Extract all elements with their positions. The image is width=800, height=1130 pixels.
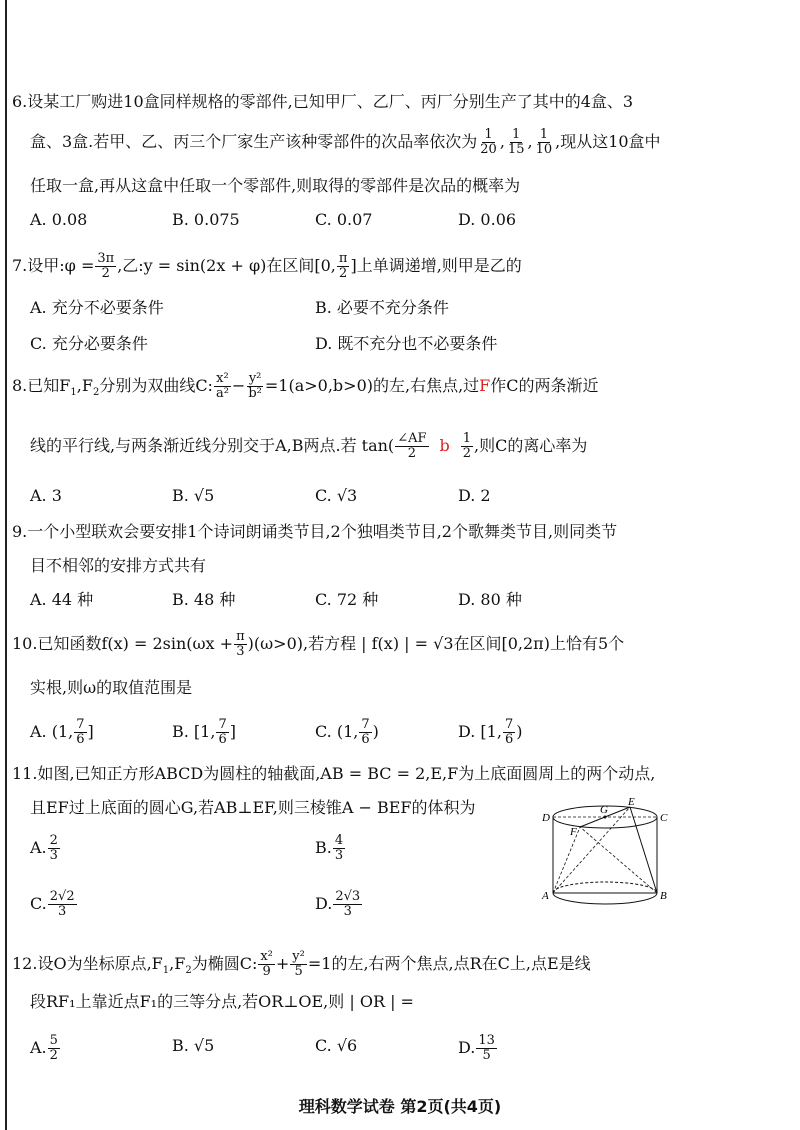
q8-frac-x: $\frac{\text{x²}}{\text{a²}}$	[215, 371, 229, 401]
q6-frac-2: $\frac{1}{15}$	[507, 127, 525, 157]
q6-option-c: C. 0.07	[315, 210, 373, 229]
q10-option-b: B. [1, $\frac{7}{6}$ ]	[172, 717, 236, 747]
q8-line2: 线的平行线,与两条渐近线分别交于A,B两点.若 tan( $\frac{\angle AF}{2}$ b $\frac{1}{2}$ ,则C的离心率为	[30, 431, 588, 461]
q7-option-a: A. 充分不必要条件	[30, 298, 164, 317]
q9-option-d: D. 80 种	[458, 590, 522, 609]
q8-line1: 8.已知$F_1,F_2$分别为双曲线C: $\frac{\text{x²}}{\text{a²}}$ − $\frac{\text{y²}}{\text{b²}}$ =1(a>0,b>0)的左,右焦点,过F作C的两条渐近	[12, 371, 599, 401]
q7-option-d: D. 既不充分也不必要条件	[315, 334, 498, 353]
q12-line1: 12.设O为坐标原点$,F_1,F_2$为椭圆C: $\frac{\text{x²}}{9}$ + $\frac{\text{y²}}{5}$ =1的左,右两个焦点,点R在C上,点E是线	[12, 949, 591, 979]
q7-option-c: C. 充分必要条件	[30, 334, 148, 353]
q8-option-b: B. √5	[172, 486, 215, 505]
q6-line3: 任取一盒,再从这盒中任取一个零部件,则取得的零部件是次品的概率为	[30, 176, 521, 195]
q9-option-c: C. 72 种	[315, 590, 379, 609]
q10-option-a: A. (1, $\frac{7}{6}$ ]	[30, 717, 94, 747]
label-b: B	[660, 890, 667, 902]
label-d: D	[542, 812, 550, 824]
q9-option-b: B. 48 种	[172, 590, 236, 609]
q7-frac-phi: $\frac{3\pi}{2}$	[97, 251, 115, 281]
q10-line1: 10.已知函数f(x) = 2sin(ωx + $\frac{\pi}{3}$ )(ω>0),若方程 | f(x) | = √3在区间[0,2π)上恰有5个	[12, 629, 625, 659]
q11-option-c: C. $\frac{2√2}{3}$	[30, 889, 75, 919]
q9-option-a: A. 44 种	[30, 590, 94, 609]
page-left-border	[5, 0, 7, 1130]
q11-line2: 且EF过上底面的圆心G,若AB⊥EF,则三棱锥A − BEF的体积为	[30, 798, 476, 817]
q7-frac-pi2: $\frac{\pi}{2}$	[338, 251, 348, 281]
label-c: C	[660, 812, 668, 824]
q8-frac-angle: $\frac{\angle AF}{2}$	[397, 431, 427, 461]
q10-option-c: C. (1, $\frac{7}{6}$ )	[315, 717, 379, 747]
q11-option-b: B. $\frac{4}{3}$	[315, 833, 344, 863]
q8-frac-half: $\frac{1}{2}$	[462, 431, 472, 461]
q8-red-mark: F	[479, 376, 491, 395]
q12-frac-x: $\frac{\text{x²}}{9}$	[260, 949, 273, 979]
q11-line1: 11.如图,已知正方形ABCD为圆柱的轴截面,AB = BC = 2,E,F为上底面圆周上的两个动点,	[12, 764, 656, 783]
q6-text-tail: ,现从这10盒中	[555, 132, 661, 151]
q6-option-b: B. 0.075	[172, 210, 240, 229]
q12-option-c: C. √6	[315, 1036, 358, 1055]
q9-line2: 目不相邻的安排方式共有	[30, 556, 207, 575]
q8-frac-y: $\frac{\text{y²}}{\text{b²}}$	[248, 371, 262, 401]
cylinder-figure	[540, 795, 670, 910]
q12-option-a: A. $\frac{5}{2}$	[30, 1033, 58, 1063]
q10-line2: 实根,则ω的取值范围是	[30, 678, 193, 697]
q8-option-c: C. √3	[315, 486, 358, 505]
q12-frac-y: $\frac{\text{y²}}{5}$	[292, 949, 305, 979]
q10-option-d: D. [1, $\frac{7}{6}$ )	[458, 717, 523, 747]
q12-option-b: B. √5	[172, 1036, 215, 1055]
q8-option-d: D. 2	[458, 486, 491, 505]
label-a: A	[542, 890, 549, 902]
label-g: G	[600, 804, 608, 816]
q6-text: 盒、3盒.若甲、乙、丙三个厂家生产该种零部件的次品率依次为	[30, 132, 478, 151]
label-e: E	[628, 796, 635, 808]
q10-frac-pi3: $\frac{\pi}{3}$	[236, 629, 245, 659]
q7-stem: 7.设甲:φ = $\frac{3\pi}{2}$ ,乙:y = sin(2x + φ)在区间[0, $\frac{\pi}{2}$ ]上单调递增,则甲是乙的	[12, 251, 522, 281]
q11-option-d: D. $\frac{2√3}{3}$	[315, 889, 361, 919]
q9-line1: 9.一个小型联欢会要安排1个诗词朗诵类节目,2个独唱类节目,2个歌舞类节目,则同类节	[12, 522, 618, 541]
q6-option-a: A. 0.08	[30, 210, 88, 229]
cylinder-diagram	[540, 795, 670, 910]
q6-line2: 盒、3盒.若甲、乙、丙三个厂家生产该种零部件的次品率依次为 $\frac{1}{20}$ , $\frac{1}{15}$ , $\frac{1}{10}$ ,现从这10盒中	[30, 127, 661, 157]
q6-frac-1: $\frac{1}{20}$	[480, 127, 497, 157]
page-footer: 理科数学试卷 第2页(共4页)	[298, 1097, 502, 1116]
q6-frac-3: $\frac{1}{10}$	[535, 127, 553, 157]
label-f: F	[570, 826, 577, 838]
q12-line2: 段RF₁上靠近点F₁的三等分点,若OR⊥OE,则 | OR | =	[30, 992, 414, 1011]
q11-option-a: A. $\frac{2}{3}$	[30, 833, 58, 863]
q8-handwritten-mark: b	[439, 436, 450, 455]
q6-option-d: D. 0.06	[458, 210, 517, 229]
q12-option-d: D. $\frac{13}{5}$	[458, 1033, 495, 1063]
q6-line1: 6.设某工厂购进10盒同样规格的零部件,已知甲厂、乙厂、丙厂分别生产了其中的4盒、3	[12, 92, 634, 111]
q8-option-a: A. 3	[30, 486, 62, 505]
q7-option-b: B. 必要不充分条件	[315, 298, 449, 317]
